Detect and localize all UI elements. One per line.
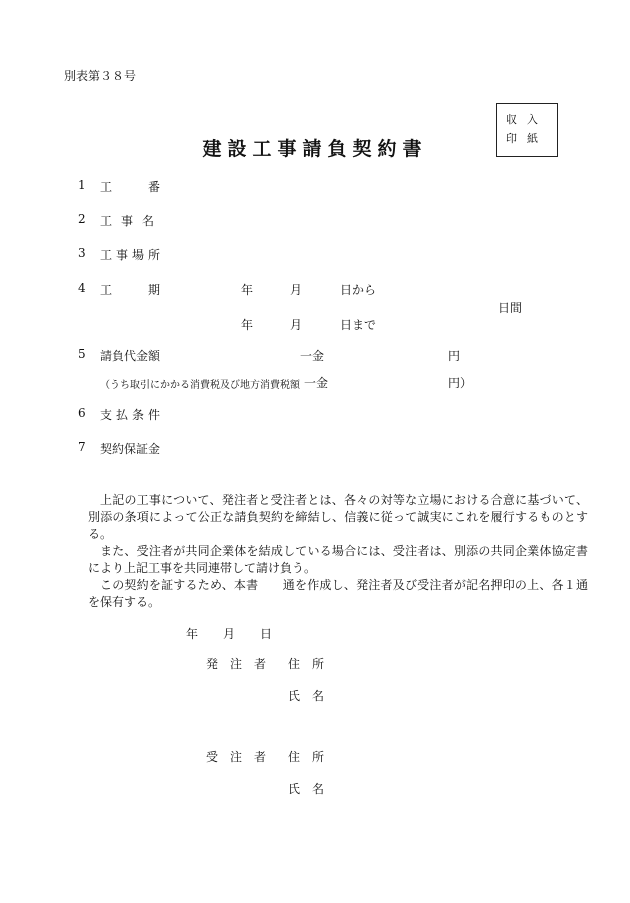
tax-amount-prefix: 一金 — [304, 376, 329, 390]
contractor-label: 受注者 — [206, 750, 279, 764]
item-label-work-number: 工 番 — [100, 180, 165, 194]
tax-note: （うち取引にかかる消費税及び地方消費税額 — [100, 380, 300, 391]
orderer-address-label: 住所 — [288, 657, 337, 671]
body-paragraph-2 — [88, 543, 588, 577]
document-title: 建設工事請負契約書 — [202, 138, 428, 160]
revenue-stamp-box — [496, 103, 558, 157]
amount-unit: 円 — [448, 349, 461, 363]
item-label-work-period: 工 期 — [100, 283, 165, 297]
contractor-address-label: 住所 — [288, 750, 337, 764]
revenue-stamp-line2: 印紙 — [506, 132, 548, 145]
period-end-day: 日まで — [340, 318, 377, 332]
item-number: 1 — [78, 178, 86, 192]
period-days: 日間 — [498, 301, 523, 315]
item-label-contract-deposit: 契約保証金 — [100, 442, 161, 456]
form-number: 別表第３８号 — [64, 69, 137, 83]
date-year: 年 — [186, 627, 199, 641]
body-text-1: 上記の工事について、発注者と受注者とは、各々の対等な立場における合意に基づいて、別添の条項によって公正な請負契約を締結し、信義に従って誠実にこれを履行するものとする。 — [88, 493, 588, 541]
period-end-year: 年 — [241, 318, 254, 332]
item-label-payment-terms: 支払条件 — [100, 408, 165, 422]
period-start-year: 年 — [241, 283, 254, 297]
item-number: 5 — [78, 347, 86, 361]
orderer-label: 発注者 — [206, 657, 279, 671]
contractor-name-label: 氏名 — [288, 782, 337, 796]
period-start-month: 月 — [290, 283, 303, 297]
item-number: 2 — [78, 212, 86, 226]
item-label-contract-amount: 請負代金額 — [100, 349, 161, 363]
item-number: 6 — [78, 406, 86, 420]
period-start-day: 日から — [340, 283, 377, 297]
item-number: 4 — [78, 281, 86, 295]
date-day: 日 — [260, 627, 273, 641]
item-number: 7 — [78, 440, 86, 454]
body-text-3: この契約を証するため、本書 通を作成し、発注者及び受注者が記名押印の上、各１通を保有する。 — [88, 578, 588, 609]
item-label-work-location: 工事場所 — [100, 248, 165, 262]
amount-prefix: 一金 — [300, 349, 325, 363]
body-paragraph-3 — [88, 577, 588, 611]
body-paragraph-1 — [88, 492, 588, 543]
item-label-work-name: 工事名 — [100, 214, 164, 228]
date-month: 月 — [223, 627, 236, 641]
body-text-2: また、受注者が共同企業体を結成している場合には、受注者は、別添の共同企業体協定書により上記工事を共同連帯して請け負う。 — [88, 544, 588, 575]
period-end-month: 月 — [290, 318, 303, 332]
orderer-name-label: 氏名 — [288, 689, 337, 703]
tax-amount-unit: 円） — [448, 376, 473, 390]
revenue-stamp-line1: 収入 — [506, 113, 548, 126]
item-number: 3 — [78, 246, 86, 260]
